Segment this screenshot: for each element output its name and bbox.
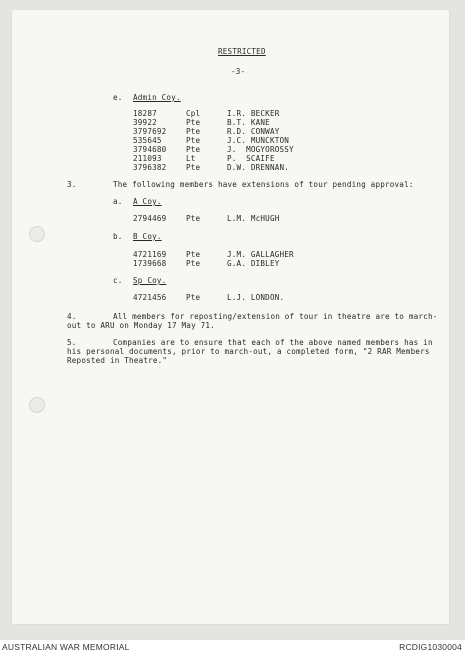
member-name: L.J. LONDON. [227,293,285,302]
subsection-a-letter: a. [113,197,123,206]
subsection-c-heading: Sp Coy. [133,276,167,285]
service-number: 4721169 [133,250,167,259]
member-name: I.R. BECKER [227,109,280,118]
service-number: 3794680 [133,145,167,154]
rank: Pte [186,145,201,154]
paragraph-3-number: 3. [67,180,77,189]
rank: Cpl [186,109,201,118]
paragraph-5-line-3: Reposted in Theatre." [67,356,168,365]
classification-marking: RESTRICTED [218,47,266,56]
paragraph-5-number: 5. [67,338,77,347]
subsection-b-heading: B Coy. [133,232,162,241]
paragraph-4-line-2: out to ARU on Monday 17 May 71. [67,321,215,330]
paragraph-4-line-1: All members for reposting/extension of tour in theatre are to march- [113,312,438,321]
subsection-c-letter: c. [113,276,123,285]
member-name: J. MOGYOROSSY [227,145,294,154]
paragraph-5-line-1: Companies are to ensure that each of the above named members has in [113,338,433,347]
service-number: 535645 [133,136,162,145]
service-number: 211093 [133,154,162,163]
paragraph-5-line-2: his personal documents, prior to march-out, a completed form, "2 RAR Members [67,347,430,356]
service-number: 2794469 [133,214,167,223]
rank: Pte [186,293,201,302]
member-name: R.D. CONWAY [227,127,280,136]
rank: Pte [186,118,201,127]
service-number: 18287 [133,109,157,118]
subsection-b-letter: b. [113,232,123,241]
archive-name: AUSTRALIAN WAR MEMORIAL [2,642,130,652]
archive-reference: RCDIG1030004 [399,642,462,652]
rank: Lt [186,154,196,163]
punch-hole-bottom [29,397,45,413]
member-name: J.C. MUNCKTON [227,136,290,145]
member-name: B.T. KANE [227,118,270,127]
service-number: 3797692 [133,127,167,136]
punch-hole-top [29,226,45,242]
paragraph-3-text: The following members have extensions of tour pending approval: [113,180,414,189]
section-e-heading: Admin Coy. [133,93,181,102]
member-name: L.M. McHUGH [227,214,280,223]
member-name: J.M. GALLAGHER [227,250,294,259]
member-name: D.W. DRENNAN. [227,163,290,172]
rank: Pte [186,136,201,145]
service-number: 1739668 [133,259,167,268]
rank: Pte [186,163,201,172]
page-number: -3- [231,67,246,76]
service-number: 39922 [133,118,157,127]
service-number: 4721456 [133,293,167,302]
rank: Pte [186,127,201,136]
subsection-a-heading: A Coy. [133,197,162,206]
paragraph-4-number: 4. [67,312,77,321]
rank: Pte [186,214,201,223]
rank: Pte [186,250,201,259]
service-number: 3796382 [133,163,167,172]
archive-footer [0,640,465,654]
rank: Pte [186,259,201,268]
member-name: G.A. DIBLEY [227,259,280,268]
section-e-letter: e. [113,93,123,102]
member-name: P. SCAIFE [227,154,275,163]
